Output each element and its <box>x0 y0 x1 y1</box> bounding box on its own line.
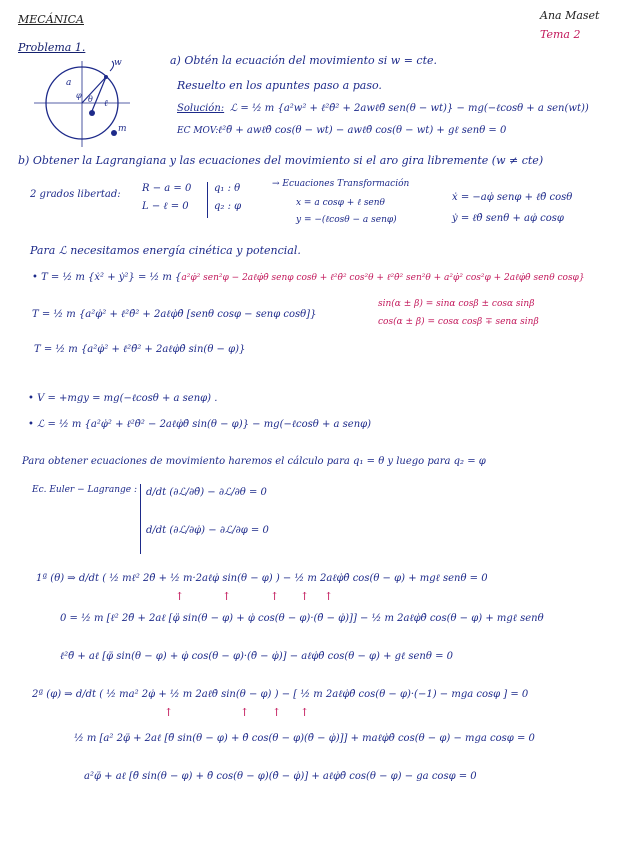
arrow-marker-2: ↑ <box>222 590 232 603</box>
eq-phi-step-1: 2ª (φ) ⇒ d/dt ( ½ ma² 2φ̇ + ½ m 2aℓθ̇ sin(θ − φ) ) − [ ½ m 2aℓφ̇θ̇ cos(θ − φ)·(−1) − mga cosφ ] = 0 <box>32 689 529 700</box>
pendulum-mass <box>89 110 95 116</box>
arrow-marker-8: ↑ <box>272 706 282 719</box>
subject-title: MECÁNICA <box>18 13 84 26</box>
velocity-y: ẏ = ℓθ̇ senθ + aφ̇ cosφ <box>452 213 564 224</box>
solution-equation: ℒ = ½ m {a²w² + ℓ²θ̇² + 2awℓθ̇ sen(θ − wt)} − mg(−ℓcosθ + a sen(wt)) <box>230 103 589 114</box>
mass-dot <box>111 130 117 136</box>
eq-theta-step-2: 0 = ½ m [ℓ² 2θ̈ + 2aℓ [φ̈ sin(θ − φ) + φ̇ cos(θ − φ)·(θ̇ − φ̇)]] − ½ m 2aℓφ̇θ̇ cos(θ − φ) + mgℓ senθ <box>60 613 544 624</box>
arrow-marker-5: ↑ <box>324 590 334 603</box>
lagrangian: • ℒ = ½ m {a²φ̇² + ℓ²θ̇² − 2aℓφ̇θ̇ sin(θ − φ)} − mg(−ℓcosθ + a senφ) <box>28 419 372 430</box>
author-name: Ana Maset <box>540 9 600 22</box>
part-a-statement: a) Obtén la ecuación del movimiento si w = cte. <box>170 54 437 67</box>
arrow-marker-3: ↑ <box>270 590 280 603</box>
eq-phi-step-2: ½ m [a² 2φ̈ + 2aℓ [θ̈ sin(θ − φ) + θ̇ cos(θ − φ)(θ̇ − φ̇)]] + maℓφ̇θ̇ cos(θ − φ) − mga cosφ = 0 <box>74 733 535 744</box>
problem-title: Problema 1. <box>18 41 86 54</box>
part-b-statement: b) Obtener la Lagrangiana y las ecuaciones del movimiento si el aro gira libremente (w ≠ cte) <box>18 154 544 167</box>
arrow-marker-7: ↑ <box>240 706 250 719</box>
ec-mov-equation: ℓ²θ̈ + awℓθ̇ cos(θ − wt) − awℓθ̇ cos(θ − wt) + gℓ senθ = 0 <box>218 125 507 136</box>
dof-label: 2 grados libertad: <box>30 189 121 200</box>
euler-lagrange-label: Ec. Euler − Lagrange : <box>32 485 138 495</box>
kinetic-energy-1-pre-text: • T = ½ m {ẋ² + ẏ²} = ½ m { <box>32 272 182 283</box>
kinetic-energy-1-expansion: a²φ̇² sen²φ − 2aℓφ̇θ̇ senφ cosθ + ℓ²θ̇² cos²θ + ℓ²θ̇² sen²θ + a²φ̇² cos²φ + 2aℓφ̇θ̇ senθ cosφ} <box>181 273 585 283</box>
euler-theta: d/dt (∂ℒ/∂θ̇) − ∂ℒ/∂θ = 0 <box>146 487 267 498</box>
constraint-2: L − ℓ = 0 <box>142 201 189 212</box>
coord-q2: q₂ : φ <box>214 201 242 212</box>
phi-label: φ <box>76 91 82 100</box>
ec-mov-label: EC MOV: <box>177 126 219 136</box>
pivot-point <box>104 75 108 79</box>
potential-energy: • V = +mgy = mg(−ℓcosθ + a senφ) . <box>28 393 218 404</box>
velocity-x: ẋ = −aφ̇ senφ + ℓθ̇ cosθ <box>452 192 573 203</box>
a-label: a <box>66 78 72 88</box>
kinetic-energy-2: T = ½ m {a²φ̇² + ℓ²θ̇² + 2aℓφ̇θ̇ [senθ cosφ − senφ cosθ]} <box>32 309 317 320</box>
part-a-note: Resuelto en los apuntes paso a paso. <box>177 79 382 92</box>
kinetic-energy-3: T = ½ m {a²φ̇² + ℓ²θ̇² + 2aℓφ̇θ̇ sin(θ − φ)} <box>34 344 246 355</box>
transform-title: → Ecuaciones Transformación <box>272 179 410 189</box>
m-label: m <box>118 124 127 134</box>
energy-intro: Para ℒ necesitamos energía cinética y potencial. <box>30 244 301 257</box>
identity-cos: cos(α ± β) = cosα cosβ ∓ senα sinβ <box>378 317 539 327</box>
arrow-marker-4: ↑ <box>300 590 310 603</box>
transform-x: x = a cosφ + ℓ senθ <box>296 198 385 208</box>
identity-sin: sin(α ± β) = sinα cosβ ± cosα sinβ <box>378 299 535 309</box>
arrow-marker-1: ↑ <box>175 590 185 603</box>
topic-label: Tema 2 <box>540 28 581 41</box>
arrow-marker-9: ↑ <box>300 706 310 719</box>
equations-intro: Para obtener ecuaciones de movimiento haremos el cálculo para q₁ = θ y luego para q₂ = φ <box>22 456 486 467</box>
eq-phi-final: a²φ̈ + aℓ [θ̈ sin(θ − φ) + θ̇ cos(θ − φ)(θ̇ − φ̇)] + aℓφ̇θ̇ cos(θ − φ) − ga cosφ = 0 <box>84 771 477 782</box>
pendulum-ring-diagram <box>20 55 160 155</box>
constraint-divider <box>207 182 208 218</box>
eq-theta-step-1: 1ª (θ) ⇒ d/dt ( ½ mℓ² 2θ̇ + ½ m·2aℓφ̇ sin(θ − φ) ) − ½ m 2aℓφ̇θ̇ cos(θ − φ) + mgℓ senθ = 0 <box>36 573 488 584</box>
omega-label: w <box>114 58 122 68</box>
arrow-marker-6: ↑ <box>164 706 174 719</box>
kinetic-energy-1-pre <box>32 273 585 283</box>
radius-a-line <box>82 77 106 103</box>
solution-label: Solución: <box>177 103 225 114</box>
coord-q1: q₁ : θ <box>214 183 241 194</box>
eq-theta-final: ℓ²θ̈ + aℓ [φ̈ sin(θ − φ) + φ̇ cos(θ − φ)·(θ̇ − φ̇)] − aℓφ̇θ̇ cos(θ − φ) + gℓ senθ = 0 <box>60 651 453 662</box>
transform-y: y = −(ℓcosθ − a senφ) <box>296 215 397 225</box>
l-label: ℓ <box>104 99 108 109</box>
constraint-1: R − a = 0 <box>142 183 192 194</box>
euler-bracket <box>140 484 141 554</box>
theta-label: θ <box>88 95 93 104</box>
euler-phi: d/dt (∂ℒ/∂φ̇) − ∂ℒ/∂φ = 0 <box>146 525 269 536</box>
